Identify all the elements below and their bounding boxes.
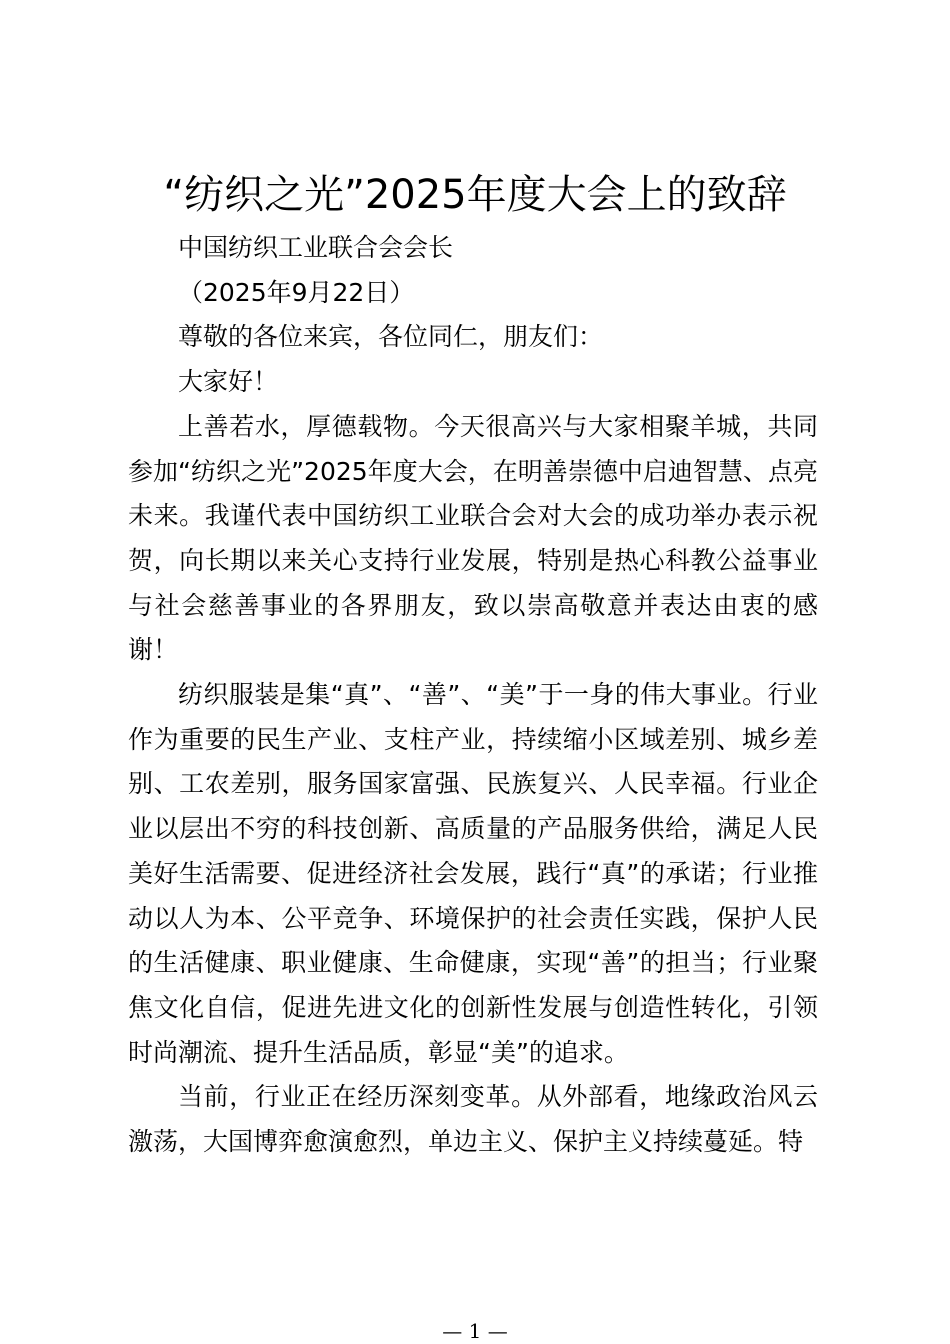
page-title: “纺织之光”2025年度大会上的致辞 <box>163 172 787 218</box>
greeting: 大家好！ <box>178 367 279 397</box>
salutation: 尊敬的各位来宾，各位同仁，朋友们： <box>178 322 604 352</box>
page-number: — 1 — <box>442 1319 508 1343</box>
author-line: 中国纺织工业联合会会长 <box>178 233 454 262</box>
paragraph-2: 纺织服装是集“真”、“善”、“美”于一身的伟大事业。行业作为重要的民生产业、支柱产业，持续缩小区域差别、城乡差别、工农差别，服务国家富强、民族复兴、人民幸福。行业企业以层出不穷的科技创新、高质量的产品服务供给，满足人民美好生活需要、促进经济社会发展，践行“真”的承诺；行业推动以人为本、公平竞争、环境保护的社会责任实践，保护人民的生活健康、职业健康、生命健康，实现“善”的担当；行业聚焦文化自信，促进先进文化的创新性发展与创造性转化，引领时尚潮流、提升生活品质，彰显“美”的追求。 <box>128 680 818 1067</box>
paragraph-3: 当前，行业正在经历深刻变革。从外部看，地缘政治风云激荡，大国博弈愈演愈烈，单边主义、保护主义持续蔓延。特 <box>128 1082 818 1157</box>
paragraph-1: 上善若水，厚德载物。今天很高兴与大家相聚羊城，共同参加“纺织之光”2025年度大会，在明善崇德中启迪智慧、点亮未来。我谨代表中国纺织工业联合会对大会的成功举办表示祝贺，向长期以来关心支持行业发展，特别是热心科教公益事业与社会慈善事业的各界朋友，致以崇高敬意并表达由衷的感谢！ <box>128 411 818 665</box>
document-body <box>128 226 818 1165</box>
date-line: （2025年9月22日） <box>178 277 415 307</box>
